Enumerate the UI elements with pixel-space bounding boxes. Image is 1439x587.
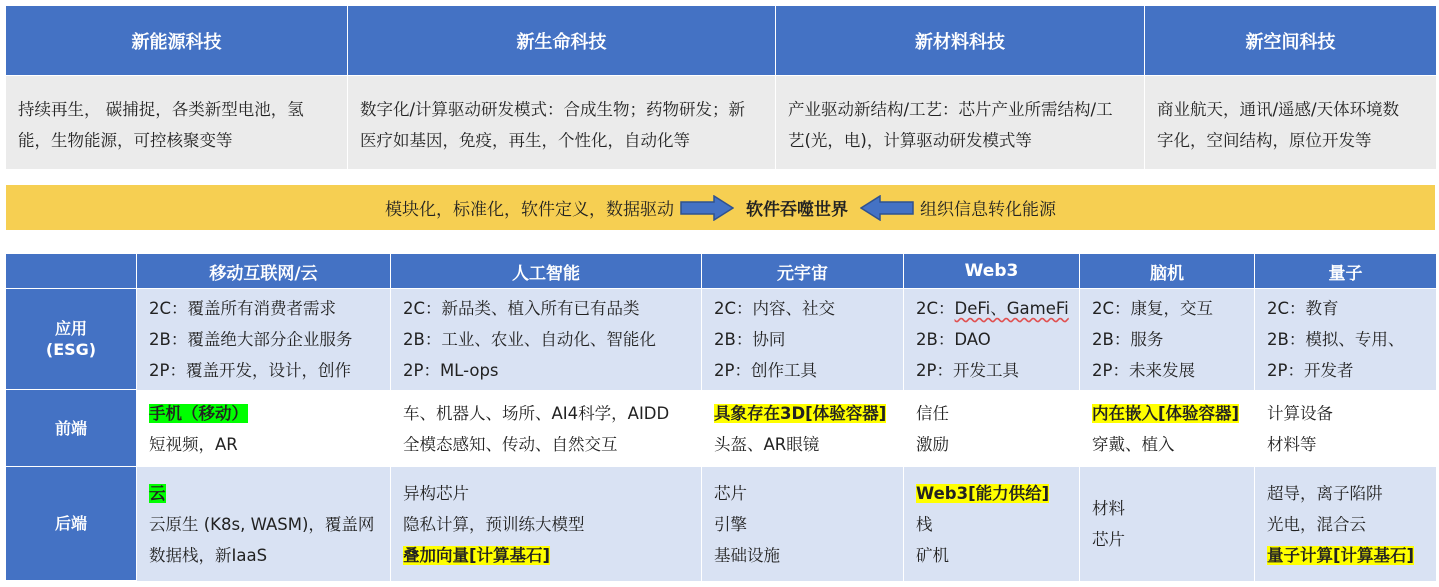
header-new-space: 新空间科技 [1145,6,1437,76]
cell-line: 车、机器人、场所、AI4科学，AIDD [403,403,670,423]
cell-line: 计算设备 [1267,403,1333,423]
cell-line [1267,540,1436,571]
cell-line: 商业航天，通讯/遥感/天体环境数 [1157,100,1400,119]
col-header-mobile-cloud: 移动互联网/云 [137,254,391,289]
cell-line: 2B：覆盖绝大部分企业服务 [149,330,353,349]
highlight-yellow: 内在嵌入[体验容器] [1092,403,1240,423]
arrow-left-icon [860,195,914,221]
front-cell-web3 [904,390,1080,467]
cell-line: 2B：服务 [1092,330,1164,349]
cell-line: 2B：模拟、专用、 [1267,330,1405,349]
col-header-ai: 人工智能 [391,254,702,289]
back-cell-bci [1080,467,1255,581]
cell-line: 能，生物能源，可控核聚变等 [18,131,233,150]
cell-line: 2P：ML-ops [403,361,499,380]
cell-line [916,293,1079,324]
cell-new-life [348,76,776,169]
cell-line: 2P：创作工具 [714,361,817,380]
tech-stack-table [6,254,1437,581]
cell-line: 2C：康复，交互 [1092,299,1214,318]
tech-domains-table [6,6,1437,169]
row-header-frontend [6,390,137,467]
cell-line: 2C：教育 [1267,299,1339,318]
cell-line: 2C：覆盖所有消费者需求 [149,299,337,318]
header-new-materials: 新材料科技 [776,6,1145,76]
cell-line: 头盔、AR眼镜 [714,434,820,454]
front-cell-bci [1080,390,1255,467]
cell-line: 2P：覆盖开发，设计，创作 [149,361,351,380]
cell-line: 全模态感知、传动、自然交互 [403,434,618,454]
cell-line: 异构芯片 [403,483,469,503]
front-cell-metaverse [702,390,904,467]
cell-line: 云原生 (K8s, WASM)，覆盖网 [149,514,375,534]
cell-line [916,478,1079,509]
highlight-green: 手机（移动） [149,403,248,423]
col-header-web3: Web3 [904,254,1080,289]
app-cell-ai [391,289,702,390]
cell-line: 数据栈，新IaaS [149,545,268,565]
cell-line: 数字化/计算驱动研发模式：合成生物；药物研发；新 [360,100,746,119]
cell-line: 短视频，AR [149,434,238,454]
cell-prefix: 2C： [916,299,955,318]
cell-line: 2P：开发工具 [916,361,1019,380]
arrow-right-icon [680,195,734,221]
cell-line [403,540,701,571]
cell-line: 医疗如基因，免疫，再生，个性化，自动化等 [360,131,690,150]
front-cell-quantum [1255,390,1437,467]
banner-center-text: 软件吞噬世界 [746,200,848,220]
highlight-green: 云 [149,483,166,503]
back-cell-ai [391,467,702,581]
cell-line: 字化，空间结构，原位开发等 [1157,131,1372,150]
row-sublabel: (ESG) [45,340,97,359]
app-cell-bci [1080,289,1255,390]
cell-line: 引擎 [714,514,747,534]
back-cell-mobile-cloud [137,467,391,581]
cell-line [714,398,903,429]
cell-new-energy [6,76,348,169]
cell-line: 2B：工业、农业、自动化、智能化 [403,330,656,349]
cell-line: 基础设施 [714,545,780,565]
back-cell-quantum [1255,467,1437,581]
highlight-yellow: Web3[能力供给] [916,483,1050,503]
cell-line [149,398,390,429]
cell-line [1092,398,1254,429]
back-cell-web3 [904,467,1080,581]
cell-line: 材料等 [1267,434,1317,454]
software-eats-world-banner [6,185,1435,230]
cell-line: 芯片 [1092,530,1125,549]
col-header-quantum: 量子 [1255,254,1437,289]
cell-line: 矿机 [916,545,949,565]
cell-line: 2B：协同 [714,330,786,349]
cell-new-space [1145,76,1437,169]
highlight-yellow: 叠加向量[计算基石] [403,545,551,565]
row-label: 前端 [54,418,87,438]
cell-line: 芯片 [714,483,747,503]
header-new-energy: 新能源科技 [6,6,348,76]
cell-line: 2P：开发者 [1267,361,1354,380]
row-label: 后端 [54,514,87,533]
app-cell-web3 [904,289,1080,390]
cell-line: 超导，离子陷阱 [1267,483,1383,503]
cell-line: 栈 [916,514,933,534]
cell-line: 2C：内容、社交 [714,299,836,318]
cell-line: 艺(光，电)，计算驱动研发模式等 [788,131,1032,150]
cell-line: 光电，混合云 [1267,514,1366,534]
cell-line: 信任 [916,403,949,423]
cell-line: 2B：DAO [916,330,991,349]
front-cell-mobile-cloud [137,390,391,467]
cell-line: 激励 [916,434,949,454]
banner-right-text: 组织信息转化能源 [920,200,1056,220]
cell-line: 持续再生， 碳捕捉，各类新型电池，氢 [18,100,304,119]
front-cell-ai [391,390,702,467]
cell-line: 材料 [1092,499,1125,518]
col-header-bci: 脑机 [1080,254,1255,289]
cell-line: 隐私计算，预训练大模型 [403,514,585,534]
row-header-backend [6,467,137,581]
cell-line: 2C：新品类、植入所有已有品类 [403,299,640,318]
app-cell-mobile-cloud [137,289,391,390]
cell-line: 产业驱动新结构/工艺：芯片产业所需结构/工 [788,100,1113,119]
cell-new-materials [776,76,1145,169]
row-label: 应用 [54,319,87,338]
row-header-application [6,289,137,390]
highlight-yellow: 量子计算[计算基石] [1267,545,1415,565]
cell-squiggle-text: DeFi、GameFi [954,299,1069,318]
cell-line: 穿戴、植入 [1092,434,1175,454]
cell-line [149,478,390,509]
back-cell-metaverse [702,467,904,581]
cell-line: 2P：未来发展 [1092,361,1195,380]
banner-left-text: 模块化，标准化，软件定义，数据驱动 [385,200,674,220]
app-cell-quantum [1255,289,1437,390]
corner-cell [6,254,137,289]
app-cell-metaverse [702,289,904,390]
header-new-life: 新生命科技 [348,6,776,76]
highlight-yellow: 具象存在3D[体验容器] [714,403,887,423]
col-header-metaverse: 元宇宙 [702,254,904,289]
